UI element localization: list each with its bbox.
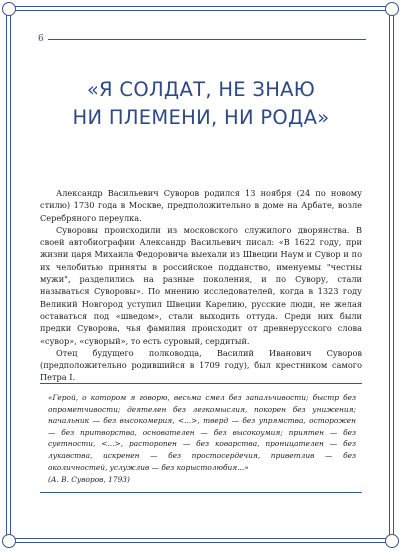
paragraph: Александр Васильевич Суворов родился 13 ноября (24 по новому стилю) 1730 года в Москве, предположительно в доме на Арбате, возле Серебряного переулка. [40,188,362,223]
page-number: 6 [38,34,44,44]
quote-text: «Герой, о котором я говорю, весьма смел без запальчивости; быстр без опрометчивости; деятелен без легкомыслия, покорен без унижения; начальник — без высокомерия, <...>, тверд — без упрямства, осторожен — без притворства, основателен — без высокоумия; приятен — без суетности, <...>, расторопен — без коварства, проницателен — без лукавства, искренен — без простосердечия, приветлив — без околичностей, услужлив — без корыстолюбия...» [48,393,356,472]
chapter-title-line: НИ ПЛЕМЕНИ, НИ РОДА» [72,106,330,129]
chapter-title-line: «Я СОЛДАТ, НЕ ЗНАЮ [86,78,316,101]
corner-ornament-icon [2,534,16,548]
paragraph: Отец будущего полководца, Василий Иванович Суворов (предположительно родившийся в 1709 году), был крестником самого Петра I. [40,347,362,383]
body-text [40,187,362,384]
quote-box [40,383,362,493]
paragraph: Суворовы происходили из московского служилого дворянства. В своей автобиографии Александр Васильевич писал: «В 1622 году, при жизни царя Михаила Федоровича выехали из Швеции Наум и Сувор и по их челобитью приняты в российское подданство, именуемы "честны мужи", разделились на разные поколения, и по Сувору, стали называться Суворовы». По мнению исследователей, когда в 1323 году Великий Новгород уступил Швеции Карелию, русские люди, не желая оставаться под «шведом», стали выходить оттуда. Среди них были предки Суворова, чья фамилия происходит от древнерусского слова «сувор», «суворый», то есть суровый, сердитый. [40,224,362,346]
quote-attribution: (А. В. Суворов, 1793) [48,475,130,485]
corner-ornament-icon [385,534,399,548]
corner-ornament-icon [385,2,399,16]
header-rule [48,39,366,40]
corner-ornament-icon [2,2,16,16]
chapter-title [40,76,362,132]
